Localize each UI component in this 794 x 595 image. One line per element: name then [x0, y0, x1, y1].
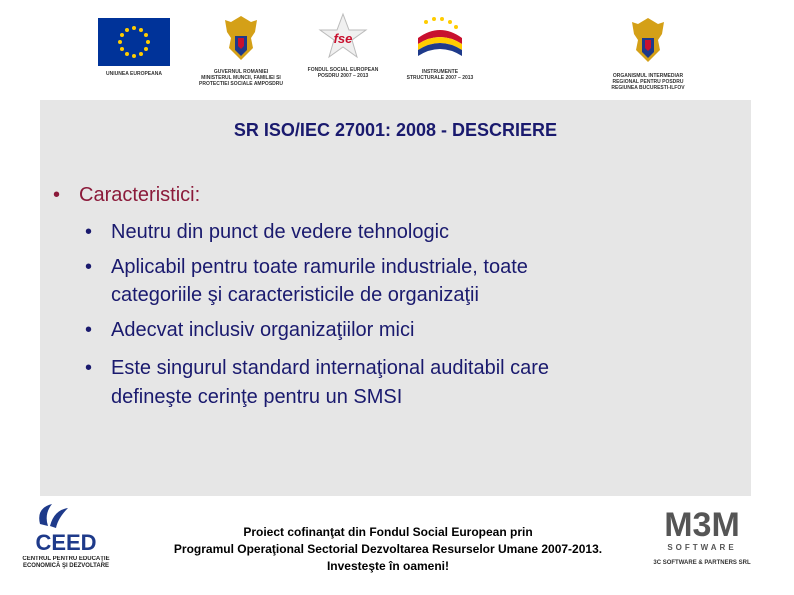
funding-line-3: Investeşte în oameni! [326, 559, 450, 573]
gov2-caption: ORGANISMUL INTERMEDIAR REGIONAL PENTRU POSDRU REGIUNEA BUCURESTI-ILFOV [611, 73, 685, 91]
list-item-text: Adecvat inclusiv organizaţiilor mici [111, 319, 415, 341]
ceed-name: CEED [35, 530, 97, 555]
bullet-icon: • [85, 357, 93, 379]
funding-line-2: Programul Operaţional Sectorial Dezvoltarea Resurselor Umane 2007-2013. [173, 542, 603, 556]
is-caption: INSTRUMENTE STRUCTURALE 2007 – 2013 [406, 69, 474, 81]
bullet-icon: • [53, 184, 61, 206]
fse-star-icon [318, 12, 368, 62]
fse-logo [300, 12, 386, 79]
fse-caption: FONDUL SOCIAL EUROPEAN POSDRU 2007 – 2013 [307, 67, 379, 79]
list-item-text: Este singurul standard internaţional auditabil care [111, 357, 550, 379]
structural-instruments-icon [412, 14, 468, 64]
ceed-swoosh-icon [10, 500, 122, 590]
structural-instruments-logo [404, 14, 476, 81]
bullet-icon: • [85, 221, 93, 243]
slide-title: SR ISO/IEC 27001: 2008 - DESCRIERE [233, 120, 558, 140]
oi-posdru-logo [600, 14, 696, 91]
ceed-logo [10, 500, 122, 590]
ceed-caption: CENTRUL PENTRU EDUCAŢIE ECONOMICĂ ŞI DEZVOLTARE [22, 556, 110, 569]
eu-logo [98, 18, 170, 77]
eu-caption: UNIUNEA EUROPEANA [106, 71, 162, 77]
m3m-logo-icon [652, 506, 752, 558]
gov1-caption: GUVERNUL ROMANIEI MINISTERUL MUNCII, FAMILIEI SI PROTECTIEI SOCIALE AMPOSDRU [199, 69, 283, 87]
list-item-text: defineşte cerinţe pentru un SMSI [111, 386, 403, 408]
bullet-icon: • [85, 256, 93, 278]
list-item-text: categoriile şi caracteristicile de organizaţii [111, 284, 479, 306]
romania-gov-logo [198, 14, 284, 87]
m3m-software-logo [652, 506, 752, 588]
fse-mark-text: fse [333, 31, 353, 46]
m3m-caption: 3C SOFTWARE & PARTNERS SRL [653, 560, 751, 566]
coat-of-arms-icon [221, 14, 261, 64]
coat-of-arms-icon [628, 14, 668, 68]
list-item-text: Neutru din punct de vedere tehnologic [111, 221, 450, 243]
heading-text: Caracteristici: [79, 184, 201, 206]
funding-line-1: Proiect cofinanţat din Fondul Social European prin [243, 525, 533, 539]
eu-flag-icon [98, 18, 170, 66]
m3m-sub: SOFTWARE [667, 543, 737, 552]
list-item-text: Aplicabil pentru toate ramurile industriale, toate [111, 256, 528, 278]
content-panel [40, 100, 751, 496]
funding-note [138, 524, 638, 575]
bullet-icon: • [85, 319, 93, 341]
m3m-name: M3M [664, 506, 740, 544]
